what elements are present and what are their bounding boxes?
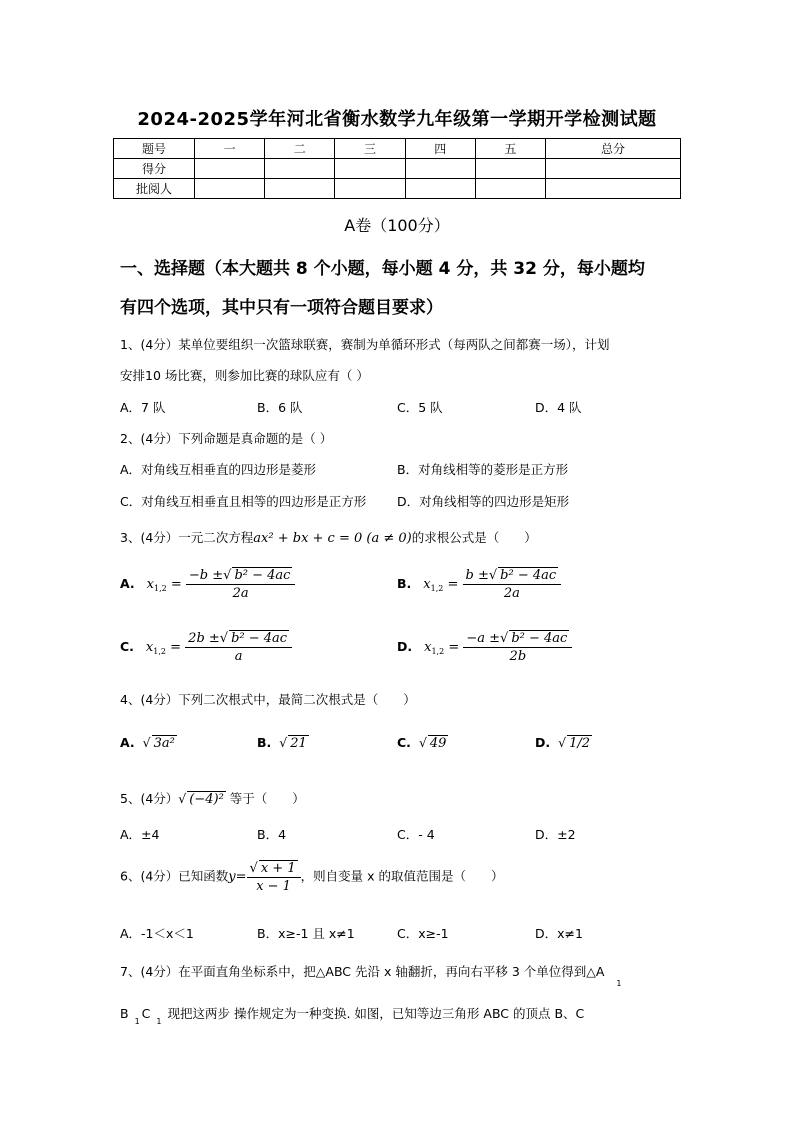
formula-denominator: 2a: [503, 586, 520, 601]
q5-stem-post: 等于（ ）: [229, 791, 305, 806]
formula-lhs: $x_{1,2}$ =: [145, 639, 186, 656]
q7-c: C: [141, 1006, 151, 1021]
radicand: 49: [429, 736, 447, 751]
option-label: C.: [397, 735, 411, 750]
table-cell: [405, 179, 475, 199]
formula-sub: 1,2: [430, 583, 444, 593]
question-1-line2: 安排10 场比赛，则参加比赛的球队应有（ ）: [120, 368, 369, 383]
formula-sub: 1,2: [153, 646, 166, 656]
q6-option-a: A．-1＜x＜1: [120, 926, 194, 941]
section-subtitle: A卷（100分）: [344, 216, 450, 235]
table-cell: 一: [195, 139, 265, 159]
q7-sub: 1: [134, 1017, 140, 1026]
formula-var: x: [145, 639, 154, 655]
q1-option-a: A．7 队: [120, 400, 166, 415]
table-cell: [405, 159, 475, 179]
table-row: [114, 179, 681, 199]
question-1-line1: 1、(4分）某单位要组织一次篮球联赛，赛制为单循环形式（每两队之间都赛一场），计划: [120, 337, 610, 352]
question-4-stem: 4、(4分）下列二次根式中，最简二次根式是（ ）: [120, 692, 416, 707]
option-label: A.: [120, 575, 135, 591]
formula-numerator: [186, 567, 296, 585]
numerator-prefix: −b ±: [188, 568, 224, 583]
q3-equation: ax² + bx + c = 0 (a ≠ 0): [253, 531, 412, 546]
table-cell: 五: [475, 139, 545, 159]
question-5-stem: [120, 789, 305, 807]
q4-option-d: [535, 735, 592, 751]
q2-option-c: C．对角线互相垂直且相等的四边形是正方形: [120, 494, 367, 509]
radicand: 3a²: [153, 736, 175, 751]
q6-stem-pre: 6、(4分）已知函数: [120, 868, 229, 884]
q6-stem-post: ，则自变量 x 的取值范围是（ ）: [300, 868, 504, 884]
page-title: 2024-2025学年河北省衡水数学九年级第一学期开学检测试题: [137, 109, 657, 130]
formula-var: x: [423, 576, 431, 592]
table-cell: [265, 179, 335, 199]
radicand: (−4)²: [189, 792, 224, 807]
q2-option-b: B．对角线相等的菱形是正方形: [397, 462, 569, 477]
radical-sign: √: [249, 861, 258, 876]
radicand: b² − 4ac: [500, 568, 557, 583]
table-cell: [546, 159, 681, 179]
q3-option-d: [397, 630, 572, 664]
formula-var: x: [146, 576, 154, 592]
numerator-prefix: 2b ±: [188, 631, 220, 646]
score-table: [113, 138, 681, 199]
table-cell: [546, 179, 681, 199]
formula-fraction: [463, 630, 572, 664]
q5-stem-pre: 5、(4分）: [120, 791, 179, 806]
section-heading-line2: 有四个选项，其中只有一项符合题目要求）: [120, 298, 443, 318]
table-cell: 题号: [114, 139, 195, 159]
table-cell: [265, 159, 335, 179]
formula-sub: 1,2: [431, 646, 445, 656]
table-cell: [475, 179, 545, 199]
option-label: B.: [397, 575, 412, 591]
table-cell: [475, 159, 545, 179]
q1-option-d: D．4 队: [535, 400, 582, 415]
q1-option-b: B．6 队: [257, 400, 303, 415]
radicand: 21: [290, 736, 307, 751]
radicand: b² − 4ac: [231, 631, 288, 646]
table-cell: [335, 179, 405, 199]
radical-sign: √: [142, 735, 151, 750]
formula-fraction: [463, 567, 562, 601]
q6-option-d: D．x≠1: [535, 926, 583, 941]
radical-sign: √: [223, 568, 232, 583]
q7-sub: 1: [616, 979, 622, 988]
q2-option-d: D．对角线相等的四边形是矩形: [397, 494, 570, 509]
q6-option-b: B．x≥-1 且 x≠1: [257, 926, 355, 941]
radicand: b² − 4ac: [511, 631, 568, 646]
question-7-line1: [120, 962, 622, 988]
formula-denominator: 2b: [509, 649, 527, 664]
q7-line1-text: 7、(4分）在平面直角坐标系中，把△ABC 先沿 x 轴翻折，再向右平移 3 个单位得到△A: [120, 964, 605, 979]
radical-sign: √: [488, 568, 498, 583]
table-cell: 二: [265, 139, 335, 159]
q2-option-a: A．对角线互相垂直的四边形是菱形: [120, 462, 317, 477]
table-cell: 三: [335, 139, 405, 159]
option-label: B.: [257, 735, 272, 750]
table-cell: [195, 179, 265, 199]
formula-numerator: [463, 630, 572, 648]
formula-denominator: 2a: [232, 586, 249, 601]
table-cell: [195, 159, 265, 179]
radical-sign: √: [219, 631, 229, 646]
q4-option-c: [397, 735, 448, 751]
question-7-line2: [120, 1004, 585, 1026]
table-cell: 总分: [546, 139, 681, 159]
q5-option-d: D．±2: [535, 827, 576, 842]
section-heading-line1: 一、选择题（本大题共 8 个小题，每小题 4 分，共 32 分，每小题均: [120, 259, 645, 279]
q6-option-c: C．x≥-1: [397, 926, 449, 941]
q7-line2-text: 现把这两步 操作规定为一种变换. 如图，已知等边三角形 ABC 的顶点 B、C: [167, 1006, 585, 1021]
q7-b: B: [120, 1006, 129, 1021]
radical-sign: √: [279, 735, 288, 750]
q3-option-b: [397, 567, 561, 601]
q6-function-var: y=: [228, 869, 247, 885]
numerator-prefix: b ±: [465, 568, 489, 583]
q5-option-a: A．±4: [120, 827, 160, 842]
q4-option-a: [120, 735, 177, 751]
formula-sub: 1,2: [153, 583, 167, 593]
table-cell: [335, 159, 405, 179]
q6-denominator: x − 1: [256, 879, 291, 894]
formula-lhs: $x_{1,2}$ =: [424, 639, 464, 656]
radicand: b² − 4ac: [234, 568, 291, 583]
q7-sub: 1: [156, 1017, 162, 1026]
q1-option-c: C．5 队: [397, 400, 443, 415]
question-6-stem: [120, 860, 503, 894]
q6-fraction: [247, 860, 301, 894]
option-label: D.: [535, 735, 551, 750]
radicand: 1/2: [569, 736, 591, 751]
formula-fraction: [185, 630, 292, 664]
table-cell: 得分: [114, 159, 195, 179]
question-3-stem: [120, 528, 537, 546]
option-label: D.: [397, 638, 413, 654]
q5-option-c: C．- 4: [397, 827, 435, 842]
table-row: [114, 159, 681, 179]
q3-stem-post: 的求根公式是（ ）: [411, 530, 537, 545]
q3-option-c: [120, 630, 292, 664]
q3-option-a: [120, 567, 295, 601]
formula-fraction: [186, 567, 296, 601]
radical-sign: √: [500, 631, 509, 646]
table-cell: 四: [405, 139, 475, 159]
formula-var: x: [424, 639, 432, 655]
formula-numerator: [185, 630, 292, 648]
formula-lhs: $x_{1,2}$ =: [146, 576, 186, 593]
q5-option-b: B．4: [257, 827, 287, 842]
option-label: C.: [120, 638, 134, 654]
q4-option-b: [257, 735, 309, 751]
radical-sign: √: [418, 735, 427, 750]
table-row: [114, 139, 681, 159]
q6-numerator: [247, 860, 301, 878]
formula-denominator: a: [234, 649, 243, 664]
numerator-prefix: −a ±: [466, 631, 501, 646]
formula-lhs: $x_{1,2}$ =: [423, 576, 463, 593]
question-2-stem: 2、(4分）下列命题是真命题的是（ ）: [120, 431, 333, 446]
q3-stem-pre: 3、(4分）一元二次方程: [120, 530, 254, 545]
radical-sign: √: [558, 735, 567, 750]
radical-sign: √: [178, 791, 187, 806]
option-label: A.: [120, 735, 135, 750]
table-cell: 批阅人: [114, 179, 195, 199]
radicand: x + 1: [260, 861, 296, 876]
formula-numerator: [463, 567, 562, 585]
